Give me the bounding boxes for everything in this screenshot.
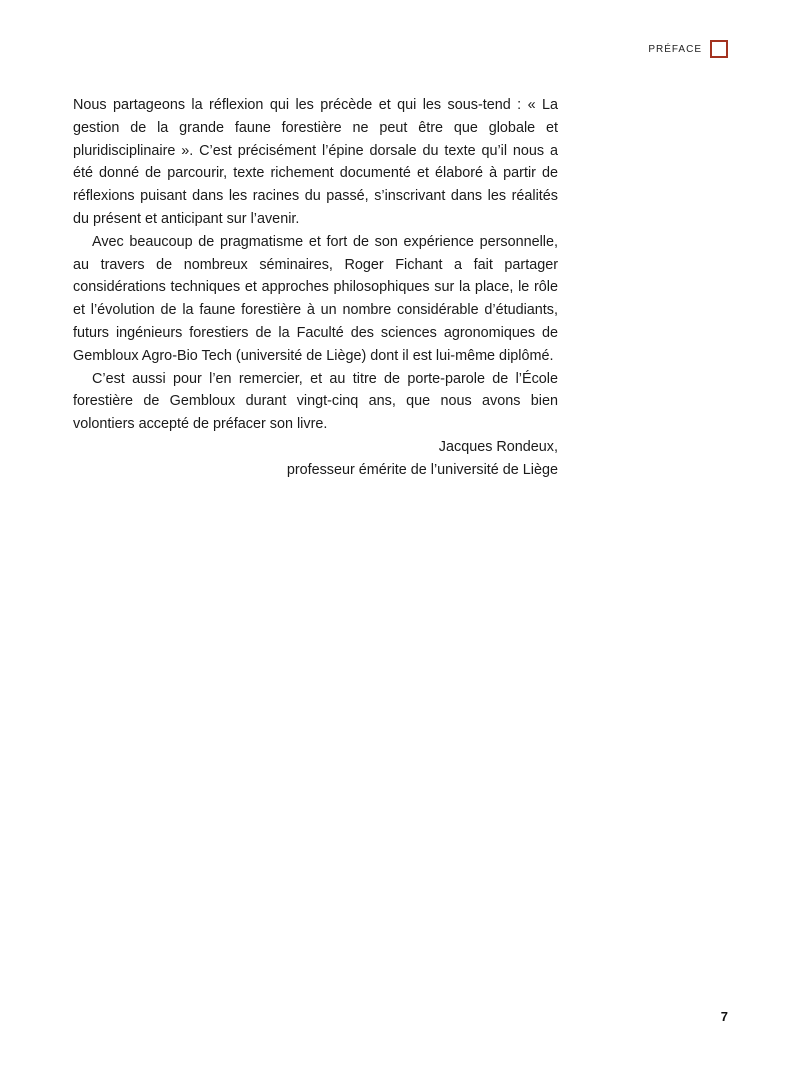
preface-body <box>73 94 558 482</box>
paragraph-2: Avec beaucoup de pragmatisme et fort de son expérience personnelle, au travers de nombreux séminaires, Roger Fichant a fait partager considérations techniques et approches philosophiques sur la place, le rôle et l’évolution de la faune forestière à un nombre considérable d’étudiants, futurs ingénieurs forestiers de la Faculté des sciences agronomiques de Gembloux Agro-Bio Tech (université de Liège) dont il est lui-même diplômé. <box>73 233 558 364</box>
section-label: PRÉFACE <box>648 43 702 55</box>
signature-name: Jacques Rondeux, <box>438 438 558 455</box>
paragraph-3: C’est aussi pour l’en remercier, et au titre de porte-parole de l’École forestière de Gembloux durant vingt-cinq ans, que nous avons bien volontiers accepté de préfacer son livre. <box>73 370 558 433</box>
running-header <box>648 40 728 58</box>
signature-title: professeur émérite de l’université de Liège <box>286 461 558 478</box>
signature-block <box>73 436 558 482</box>
paragraph-1: Nous partageons la réflexion qui les précède et qui les sous-tend : « La gestion de la grande faune forestière ne peut être que globale et pluridisciplinaire ». C’est précisément l’épine dorsale du texte qu’il nous a été donné de parcourir, texte richement documenté et élaboré à partir de réflexions puisant dans les racines du passé, s’inscrivant dans les réalités du présent et anticipant sur l’avenir. <box>73 97 558 227</box>
page-number: 7 <box>720 1009 728 1024</box>
section-marker-icon <box>710 40 728 58</box>
